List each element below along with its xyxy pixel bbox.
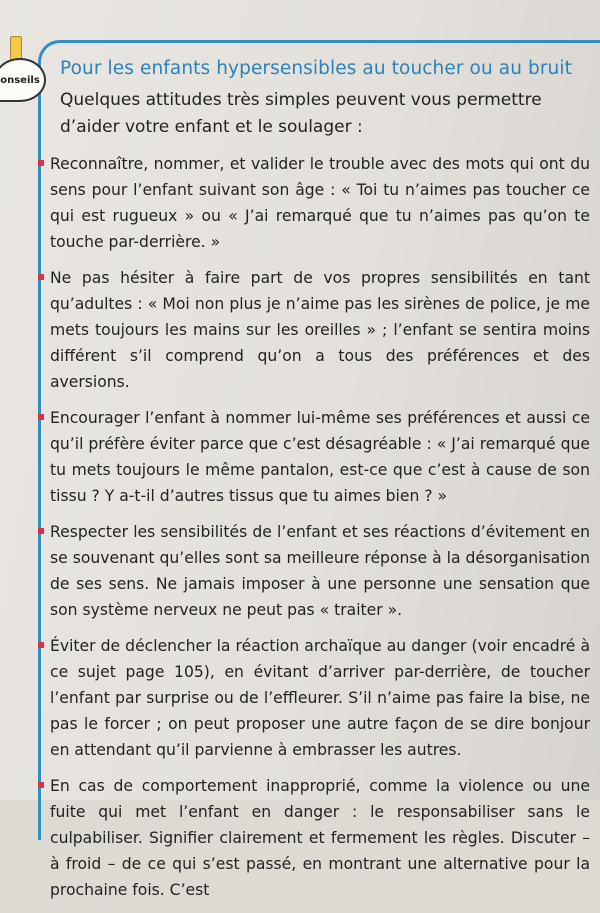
- list-item: [38, 633, 590, 763]
- item-text: Éviter de déclencher la réaction archaïque au danger (voir encadré à ce sujet page 105), en évitant d’arriver par-derrière, de toucher l’enfant par surprise ou de l’effleurer. S’il n’aime pas faire la bise, ne pas le forcer ; on peut proposer une autre façon de se dire bonjour en attendant qu’il parvienne à embrasser les autres.: [50, 637, 590, 759]
- badge-label: onseils: [0, 74, 40, 86]
- item-text: En cas de comportement inapproprié, comme la violence ou une fuite qui met l’enfant en danger : le responsabiliser sans le culpabiliser. Signifier clairement et fermement les règles. Discuter – à froid – de ce qui s’est passé, en montrant une alternative pour la prochaine fois. C’est: [50, 777, 590, 899]
- bullet-icon: [38, 782, 44, 788]
- item-text: Respecter les sensibilités de l’enfant et ses réactions d’évitement en se souvenant qu’elles sont sa meilleure réponse à la désorganisation de ses sens. Ne jamais imposer à une personne une sensation que son système nerveux ne peut pas « traiter ».: [50, 523, 590, 619]
- item-text: Encourager l’enfant à nommer lui-même ses préférences et aussi ce qu’il préfère éviter parce que c’est désagréable : « J’ai remarqué que tu mets toujours le même pantalon, est-ce que c’est à cause de son tissu ? Y a-t-il d’autres tissus que tu aimes bien ? »: [50, 409, 590, 505]
- list-item: [38, 405, 590, 509]
- bullet-icon: [38, 528, 44, 534]
- list-item: [38, 151, 590, 255]
- advice-list: [38, 151, 590, 903]
- bullet-icon: [38, 160, 44, 166]
- list-item: [38, 773, 590, 903]
- list-item: [38, 519, 590, 623]
- advice-content: [38, 58, 590, 913]
- bullet-icon: [38, 414, 44, 420]
- box-title: Pour les enfants hypersensibles au toucher ou au bruit: [60, 58, 572, 79]
- bullet-icon: [38, 642, 44, 648]
- intro-text: Quelques attitudes très simples peuvent vous permettre d’aider votre enfant et le soulager :: [60, 90, 542, 137]
- item-text: Reconnaître, nommer, et valider le trouble avec des mots qui ont du sens pour l’enfant suivant son âge : « Toi tu n’aimes pas toucher ce qui est rugueux » ou « J’ai remarqué que tu n’aimes pas qu’on te touche par-derrière. »: [50, 155, 590, 251]
- list-item: [38, 265, 590, 395]
- bullet-icon: [38, 274, 44, 280]
- item-text: Ne pas hésiter à faire part de vos propres sensibilités en tant qu’adultes : « Moi non plus je n’aime pas les sirènes de police, je me mets toujours les mains sur les oreilles » ; l’enfant se sentira moins différent s’il comprend qu’on a tous des préférences et des aversions.: [50, 269, 590, 391]
- clip-icon: [10, 36, 22, 60]
